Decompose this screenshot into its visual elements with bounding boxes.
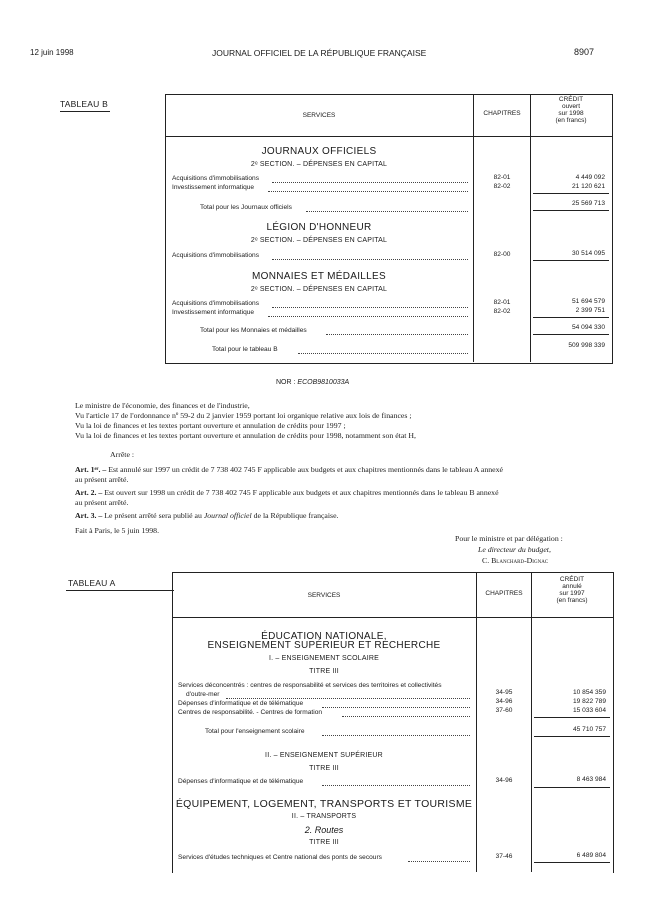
grand-total-label: Total pour le tableau B [212, 346, 278, 353]
subtotal-rule [534, 862, 610, 863]
subtotal-rule [533, 193, 609, 194]
total-credit: 25 569 713 [571, 200, 605, 207]
signature-name: C. Blanchard-Dignac [482, 556, 549, 565]
section-title: ENSEIGNEMENT SUPÉRIEUR ET RECHERCHE [207, 640, 441, 651]
row-label: Dépenses d'informatique et de télématique [178, 700, 304, 707]
row-credit: 6 489 804 [576, 852, 606, 859]
subtotal-rule [534, 717, 610, 718]
leader-dots [298, 353, 468, 354]
nor-reference [276, 379, 349, 386]
total-credit: 54 094 330 [571, 324, 605, 331]
leader-dots [306, 211, 468, 212]
visa-line: Le ministre de l'économie, des finances et de l'industrie, [75, 401, 250, 410]
total-rule [533, 210, 609, 211]
article-2 [75, 488, 499, 497]
total-credit: 45 710 757 [572, 726, 606, 733]
section-subtitle: I. – ENSEIGNEMENT SCOLAIRE [268, 655, 380, 662]
leader-dots [342, 716, 470, 717]
article-2-cont: au présent arrêté. [75, 498, 129, 507]
leader-dots [272, 307, 468, 308]
titre-label: TITRE III [309, 765, 339, 772]
row-label: Services déconcentrés : centres de responsabilité et services des territoires et collectivités [178, 682, 442, 689]
tableau-b-header-rule [165, 136, 612, 137]
signature-line2: Le directeur du budget, [478, 545, 551, 554]
row-chapitre: 82-01 [493, 299, 511, 306]
visa-line: Vu l'article 17 de l'ordonnance nº 59-2 du 2 janvier 1959 portant loi organique relative aux lois de finances ; [75, 411, 412, 420]
section-subtitle: II. – TRANSPORTS [291, 813, 357, 820]
row-credit: 30 514 095 [571, 250, 605, 257]
leader-dots [326, 334, 468, 335]
row-label: Acquisitions d'immobilisations [172, 175, 260, 182]
total-label: Total pour les Journaux officiels [200, 204, 292, 211]
article-1 [75, 465, 503, 474]
visa-line: Vu la loi de finances et les textes portant ouverture et annulation de crédits pour 1998, notamment son état H, [75, 431, 416, 440]
arrete-heading: Arrête : [110, 450, 135, 459]
article-text: Est ouvert sur 1998 un crédit de 7 738 402 745 F applicable aux budgets et aux chapitres mentionnés dans le tableau B annexé [104, 488, 499, 497]
titre-label: TITRE III [309, 668, 339, 675]
row-credit: 15 033 604 [572, 707, 606, 714]
row-chapitre: 82-00 [493, 251, 511, 258]
row-chapitre: 37-46 [495, 853, 513, 860]
leader-dots [268, 316, 468, 317]
row-chapitre: 34-96 [495, 698, 513, 705]
tableau-b-label-underline [60, 111, 110, 112]
section-title: ÉQUIPEMENT, LOGEMENT, TRANSPORTS ET TOURISME [175, 798, 473, 810]
tableau-a-label-underline [66, 590, 174, 591]
section-title: MONNAIES ET MÉDAILLES [252, 271, 386, 282]
section-subtitle: 2ᵉ SECTION. – DÉPENSES EN CAPITAL [250, 161, 388, 168]
section-subtitle: II. – ENSEIGNEMENT SUPÉRIEUR [265, 752, 383, 759]
row-credit: 8 463 984 [576, 776, 606, 783]
grand-total-credit: 509 998 339 [568, 342, 605, 349]
row-label: Investissement informatique [172, 309, 255, 316]
row-chapitre: 37-60 [495, 707, 513, 714]
article-number: Art. 2. – [75, 488, 103, 497]
col-credit: CRÉDIT annulé sur 1997 (en francs) [556, 576, 588, 604]
journal-officiel-ref: Journal officiel [203, 511, 252, 520]
section-title: ÉDUCATION NATIONALE, [261, 631, 387, 642]
row-label: Centres de responsabilité. - Centres de formation [178, 709, 323, 716]
section-subtitle-routes: 2. Routes [304, 825, 344, 835]
row-label: Acquisitions d'immobilisations [172, 300, 260, 307]
row-credit: 19 822 789 [572, 698, 606, 705]
row-label: Investissement informatique [172, 184, 255, 191]
row-credit: 21 120 621 [571, 183, 605, 190]
row-credit: 2 399 751 [575, 307, 605, 314]
leader-dots [272, 259, 468, 260]
nor-prefix: NOR : [276, 379, 296, 386]
section-subtitle: 2ᵉ SECTION. – DÉPENSES EN CAPITAL [250, 286, 388, 293]
total-label: Total pour les Monnaies et médailles [200, 327, 307, 334]
nor-code: ECOB9810033A [297, 379, 350, 386]
col-services: SERVICES [307, 592, 341, 599]
leader-dots [408, 861, 470, 862]
article-text: Est annulé sur 1997 un crédit de 7 738 402 745 F applicable aux budgets et aux chapitres mentionnés dans le tableau A annexé [108, 465, 503, 474]
total-rule [533, 334, 609, 335]
row-credit: 10 854 359 [572, 689, 606, 696]
total-label: Total pour l'enseignement scolaire [205, 728, 305, 735]
col-chapitres: CHAPITRES [485, 590, 523, 597]
subtotal-rule [533, 260, 609, 261]
subtotal-rule [534, 787, 610, 788]
leader-dots [268, 191, 468, 192]
leader-dots [322, 735, 470, 736]
article-number: Art. 1ᵉʳ. – [75, 465, 107, 474]
row-label-cont: d'outre-mer [186, 691, 220, 698]
section-subtitle: 2ᵉ SECTION. – DÉPENSES EN CAPITAL [250, 237, 388, 244]
article-3 [75, 511, 339, 520]
page-number: 8907 [574, 47, 595, 57]
section-title: JOURNAUX OFFICIELS [261, 146, 377, 157]
titre-label: TITRE III [309, 839, 339, 846]
subtotal-rule [533, 317, 609, 318]
row-credit: 4 449 092 [575, 174, 605, 181]
visa-line: Vu la loi de finances et les textes portant ouverture et annulation de crédits pour 1997 ; [75, 421, 346, 430]
page-date: 12 juin 1998 [30, 48, 74, 57]
fait-a-paris: Fait à Paris, le 5 juin 1998. [75, 526, 160, 535]
row-chapitre: 34-96 [495, 777, 513, 784]
leader-dots [272, 182, 468, 183]
tableau-b-label: TABLEAU B [60, 99, 108, 109]
section-title: LÉGION D'HONNEUR [266, 222, 372, 233]
article-number: Art. 3. – [75, 511, 103, 520]
leader-dots [226, 698, 470, 699]
total-rule [534, 736, 610, 737]
journal-title: JOURNAL OFFICIEL DE LA RÉPUBLIQUE FRANÇAISE [212, 48, 427, 58]
tableau-a-header-rule [172, 617, 613, 618]
article-text-end: de la République française. [251, 511, 339, 520]
row-label: Services d'études techniques et Centre national des ponts de secours [178, 854, 382, 861]
row-chapitre: 82-02 [493, 308, 511, 315]
leader-dots [322, 707, 470, 708]
row-label: Dépenses d'informatique et de télématique [178, 778, 304, 785]
tableau-b-divider [530, 94, 531, 362]
article-1-cont: au présent arrêté. [75, 475, 129, 484]
row-chapitre: 82-02 [493, 183, 511, 190]
row-label: Acquisitions d'immobilisations [172, 252, 260, 259]
article-text: Le présent arrêté sera publié au [104, 511, 204, 520]
tableau-a-label: TABLEAU A [68, 578, 116, 588]
col-chapitres: CHAPITRES [483, 110, 521, 117]
col-credit: CRÉDIT ouvert sur 1998 (en francs) [555, 96, 587, 124]
row-credit: 51 694 579 [571, 298, 605, 305]
leader-dots [322, 785, 470, 786]
row-chapitre: 34-95 [495, 689, 513, 696]
row-chapitre: 82-01 [493, 174, 511, 181]
signature-line1: Pour le ministre et par délégation : [455, 534, 563, 543]
col-services: SERVICES [302, 112, 336, 119]
tableau-b-divider [473, 94, 474, 362]
